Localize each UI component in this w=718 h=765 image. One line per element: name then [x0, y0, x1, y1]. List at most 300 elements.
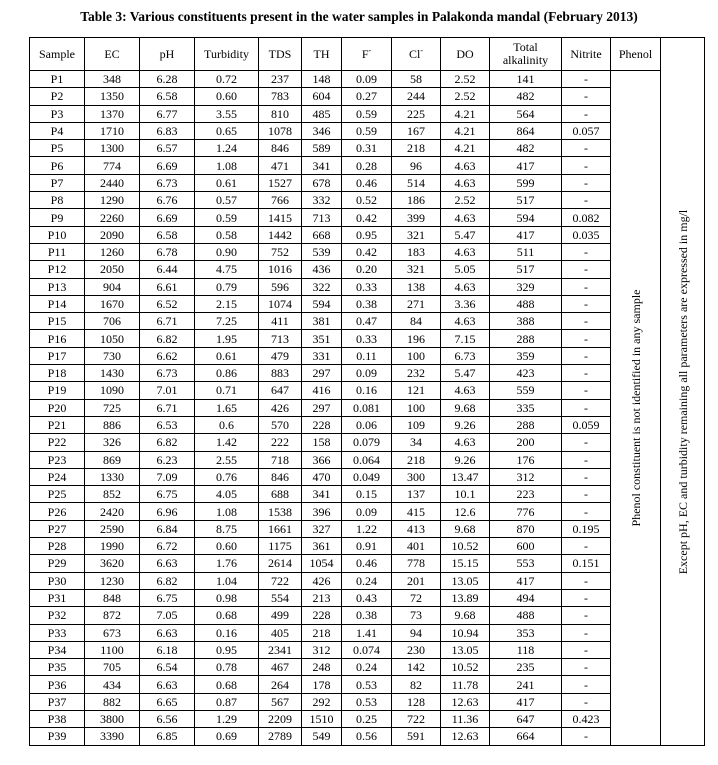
cell-do: 4.63	[441, 174, 490, 191]
cell-tds: 722	[259, 572, 302, 589]
cell-do: 11.78	[441, 676, 490, 693]
cell-chloride: 183	[392, 243, 441, 260]
cell-total-alkalinity: 488	[490, 607, 562, 624]
cell-turbidity: 7.25	[195, 313, 259, 330]
cell-total-alkalinity: 335	[490, 399, 562, 416]
table-row	[30, 105, 705, 122]
table-title: Table 3: Various constituents present in the water samples in Palakonda mandal (February 2013)	[80, 9, 638, 24]
cell-turbidity: 1.42	[195, 434, 259, 451]
cell-turbidity: 0.58	[195, 226, 259, 243]
cell-do: 4.21	[441, 105, 490, 122]
cell-chloride: 137	[392, 486, 441, 503]
cell-sample: P12	[30, 261, 85, 278]
cell-do: 4.21	[441, 140, 490, 157]
cell-do: 7.15	[441, 330, 490, 347]
table-row	[30, 140, 705, 157]
cell-ph: 6.82	[140, 330, 195, 347]
table-row	[30, 399, 705, 416]
header-turbidity: Turbidity	[195, 38, 259, 71]
table-row	[30, 157, 705, 174]
cell-nitrite: 0.082	[562, 209, 611, 226]
cell-th: 351	[302, 330, 342, 347]
cell-sample: P5	[30, 140, 85, 157]
cell-ec: 1990	[85, 538, 140, 555]
cell-nitrite: 0.195	[562, 520, 611, 537]
cell-chloride: 271	[392, 295, 441, 312]
cell-ph: 6.85	[140, 728, 195, 745]
table-row	[30, 538, 705, 555]
phenol-note: Phenol constituent is not identified in any sample	[628, 289, 643, 527]
cell-total-alkalinity: 559	[490, 382, 562, 399]
cell-fluoride: 0.59	[342, 105, 392, 122]
cell-th: 341	[302, 157, 342, 174]
cell-nitrite: 0.035	[562, 226, 611, 243]
cell-total-alkalinity: 599	[490, 174, 562, 191]
cell-total-alkalinity: 417	[490, 693, 562, 710]
cell-chloride: 230	[392, 641, 441, 658]
cell-chloride: 218	[392, 140, 441, 157]
table-row	[30, 434, 705, 451]
cell-total-alkalinity: 564	[490, 105, 562, 122]
cell-total-alkalinity: 482	[490, 140, 562, 157]
cell-total-alkalinity: 417	[490, 226, 562, 243]
cell-ec: 434	[85, 676, 140, 693]
header-chloride-sup: -	[420, 46, 423, 55]
table-body	[30, 71, 705, 746]
cell-do: 4.63	[441, 243, 490, 260]
cell-nitrite: -	[562, 503, 611, 520]
cell-chloride: 121	[392, 382, 441, 399]
cell-ec: 1370	[85, 105, 140, 122]
table-row	[30, 347, 705, 364]
cell-turbidity: 0.68	[195, 607, 259, 624]
cell-chloride: 401	[392, 538, 441, 555]
cell-turbidity: 1.95	[195, 330, 259, 347]
cell-turbidity: 0.69	[195, 728, 259, 745]
cell-ph: 6.58	[140, 88, 195, 105]
table-row	[30, 88, 705, 105]
cell-ec: 904	[85, 278, 140, 295]
cell-nitrite: 0.057	[562, 122, 611, 139]
cell-fluoride: 0.43	[342, 589, 392, 606]
cell-sample: P7	[30, 174, 85, 191]
cell-total-alkalinity: 141	[490, 71, 562, 88]
cell-total-alkalinity: 118	[490, 641, 562, 658]
cell-do: 4.21	[441, 122, 490, 139]
cell-tds: 1415	[259, 209, 302, 226]
cell-ec: 2050	[85, 261, 140, 278]
cell-chloride: 109	[392, 416, 441, 433]
cell-sample: P35	[30, 659, 85, 676]
table-row	[30, 226, 705, 243]
cell-th: 178	[302, 676, 342, 693]
cell-do: 10.52	[441, 538, 490, 555]
cell-fluoride: 1.22	[342, 520, 392, 537]
cell-chloride: 591	[392, 728, 441, 745]
cell-fluoride: 0.38	[342, 607, 392, 624]
cell-tds: 1016	[259, 261, 302, 278]
cell-tds: 810	[259, 105, 302, 122]
cell-nitrite: -	[562, 728, 611, 745]
cell-do: 2.52	[441, 71, 490, 88]
cell-tds: 2614	[259, 555, 302, 572]
cell-turbidity: 0.60	[195, 538, 259, 555]
cell-chloride: 225	[392, 105, 441, 122]
cell-turbidity: 0.79	[195, 278, 259, 295]
cell-sample: P25	[30, 486, 85, 503]
cell-th: 713	[302, 209, 342, 226]
cell-ph: 6.78	[140, 243, 195, 260]
cell-turbidity: 1.04	[195, 572, 259, 589]
cell-sample: P11	[30, 243, 85, 260]
cell-th: 1510	[302, 710, 342, 727]
cell-ec: 673	[85, 624, 140, 641]
cell-ph: 6.71	[140, 399, 195, 416]
header-do: DO	[441, 38, 490, 71]
cell-do: 10.1	[441, 486, 490, 503]
cell-do: 2.52	[441, 88, 490, 105]
cell-do: 10.52	[441, 659, 490, 676]
table-row	[30, 676, 705, 693]
cell-fluoride: 0.11	[342, 347, 392, 364]
cell-chloride: 413	[392, 520, 441, 537]
header-ec: EC	[85, 38, 140, 71]
cell-nitrite: -	[562, 693, 611, 710]
cell-sample: P33	[30, 624, 85, 641]
cell-turbidity: 0.57	[195, 192, 259, 209]
cell-tds: 471	[259, 157, 302, 174]
cell-fluoride: 0.53	[342, 676, 392, 693]
cell-ph: 6.75	[140, 589, 195, 606]
cell-ph: 6.72	[140, 538, 195, 555]
cell-total-alkalinity: 288	[490, 416, 562, 433]
cell-ec: 1430	[85, 365, 140, 382]
cell-chloride: 415	[392, 503, 441, 520]
table-row	[30, 192, 705, 209]
table-row	[30, 71, 705, 88]
cell-tds: 883	[259, 365, 302, 382]
cell-th: 346	[302, 122, 342, 139]
cell-chloride: 72	[392, 589, 441, 606]
cell-tds: 1442	[259, 226, 302, 243]
cell-turbidity: 0.16	[195, 624, 259, 641]
cell-chloride: 96	[392, 157, 441, 174]
cell-fluoride: 0.081	[342, 399, 392, 416]
cell-tds: 237	[259, 71, 302, 88]
cell-ph: 6.69	[140, 209, 195, 226]
cell-nitrite: -	[562, 88, 611, 105]
cell-tds: 766	[259, 192, 302, 209]
cell-turbidity: 4.05	[195, 486, 259, 503]
cell-ec: 774	[85, 157, 140, 174]
cell-turbidity: 0.76	[195, 468, 259, 485]
cell-tds: 479	[259, 347, 302, 364]
cell-ph: 6.18	[140, 641, 195, 658]
cell-chloride: 321	[392, 226, 441, 243]
cell-turbidity: 0.65	[195, 122, 259, 139]
cell-chloride: 778	[392, 555, 441, 572]
cell-fluoride: 0.24	[342, 572, 392, 589]
cell-tds: 718	[259, 451, 302, 468]
cell-fluoride: 0.25	[342, 710, 392, 727]
phenol-note-cell	[611, 71, 661, 746]
cell-tds: 570	[259, 416, 302, 433]
cell-sample: P26	[30, 503, 85, 520]
cell-chloride: 321	[392, 261, 441, 278]
cell-sample: P16	[30, 330, 85, 347]
cell-turbidity: 0.78	[195, 659, 259, 676]
cell-th: 148	[302, 71, 342, 88]
header-chloride	[392, 38, 441, 71]
table-row	[30, 555, 705, 572]
cell-nitrite: -	[562, 538, 611, 555]
cell-th: 549	[302, 728, 342, 745]
cell-chloride: 128	[392, 693, 441, 710]
cell-sample: P30	[30, 572, 85, 589]
cell-sample: P36	[30, 676, 85, 693]
cell-nitrite: -	[562, 347, 611, 364]
cell-fluoride: 0.09	[342, 365, 392, 382]
cell-fluoride: 0.59	[342, 122, 392, 139]
cell-turbidity: 0.61	[195, 347, 259, 364]
cell-turbidity: 1.08	[195, 157, 259, 174]
table-row	[30, 209, 705, 226]
cell-turbidity: 4.75	[195, 261, 259, 278]
cell-ec: 882	[85, 693, 140, 710]
cell-fluoride: 0.53	[342, 693, 392, 710]
cell-th: 594	[302, 295, 342, 312]
cell-chloride: 186	[392, 192, 441, 209]
cell-ph: 6.57	[140, 140, 195, 157]
cell-sample: P3	[30, 105, 85, 122]
cell-ec: 1100	[85, 641, 140, 658]
cell-tds: 647	[259, 382, 302, 399]
cell-tds: 713	[259, 330, 302, 347]
cell-chloride: 94	[392, 624, 441, 641]
table-row	[30, 503, 705, 520]
cell-nitrite: -	[562, 468, 611, 485]
cell-total-alkalinity: 776	[490, 503, 562, 520]
cell-fluoride: 0.42	[342, 243, 392, 260]
cell-turbidity: 1.24	[195, 140, 259, 157]
cell-chloride: 218	[392, 451, 441, 468]
table-row	[30, 365, 705, 382]
cell-ec: 2090	[85, 226, 140, 243]
cell-ec: 852	[85, 486, 140, 503]
cell-th: 436	[302, 261, 342, 278]
header-nitrite: Nitrite	[562, 38, 611, 71]
cell-chloride: 722	[392, 710, 441, 727]
cell-sample: P17	[30, 347, 85, 364]
cell-total-alkalinity: 235	[490, 659, 562, 676]
cell-sample: P2	[30, 88, 85, 105]
cell-tds: 2341	[259, 641, 302, 658]
cell-ec: 730	[85, 347, 140, 364]
cell-th: 470	[302, 468, 342, 485]
cell-sample: P4	[30, 122, 85, 139]
cell-fluoride: 0.28	[342, 157, 392, 174]
cell-sample: P38	[30, 710, 85, 727]
cell-th: 1054	[302, 555, 342, 572]
cell-sample: P31	[30, 589, 85, 606]
table-row	[30, 572, 705, 589]
cell-turbidity: 0.60	[195, 88, 259, 105]
cell-ec: 872	[85, 607, 140, 624]
cell-turbidity: 0.87	[195, 693, 259, 710]
cell-do: 15.15	[441, 555, 490, 572]
cell-total-alkalinity: 517	[490, 192, 562, 209]
cell-chloride: 232	[392, 365, 441, 382]
cell-nitrite: -	[562, 157, 611, 174]
cell-fluoride: 0.42	[342, 209, 392, 226]
cell-total-alkalinity: 353	[490, 624, 562, 641]
cell-ph: 6.53	[140, 416, 195, 433]
units-note-cell	[661, 71, 705, 746]
cell-ph: 6.73	[140, 365, 195, 382]
cell-th: 539	[302, 243, 342, 260]
cell-fluoride: 0.24	[342, 659, 392, 676]
cell-turbidity: 3.55	[195, 105, 259, 122]
cell-sample: P13	[30, 278, 85, 295]
cell-ec: 3390	[85, 728, 140, 745]
cell-sample: P19	[30, 382, 85, 399]
cell-do: 10.94	[441, 624, 490, 641]
cell-total-alkalinity: 600	[490, 538, 562, 555]
cell-total-alkalinity: 517	[490, 261, 562, 278]
cell-nitrite: -	[562, 295, 611, 312]
cell-nitrite: -	[562, 382, 611, 399]
cell-ph: 6.23	[140, 451, 195, 468]
cell-total-alkalinity: 488	[490, 295, 562, 312]
cell-do: 12.63	[441, 728, 490, 745]
table-row	[30, 174, 705, 191]
cell-nitrite: -	[562, 486, 611, 503]
header-tds: TDS	[259, 38, 302, 71]
table-row	[30, 122, 705, 139]
cell-total-alkalinity: 647	[490, 710, 562, 727]
cell-tds: 264	[259, 676, 302, 693]
cell-ph: 6.44	[140, 261, 195, 278]
cell-total-alkalinity: 664	[490, 728, 562, 745]
cell-sample: P15	[30, 313, 85, 330]
cell-nitrite: 0.059	[562, 416, 611, 433]
cell-th: 485	[302, 105, 342, 122]
cell-ph: 6.77	[140, 105, 195, 122]
table-row	[30, 520, 705, 537]
cell-fluoride: 0.31	[342, 140, 392, 157]
cell-th: 297	[302, 399, 342, 416]
table-row	[30, 451, 705, 468]
cell-nitrite: -	[562, 261, 611, 278]
cell-fluoride: 0.91	[342, 538, 392, 555]
cell-ec: 1330	[85, 468, 140, 485]
cell-turbidity: 0.61	[195, 174, 259, 191]
cell-chloride: 142	[392, 659, 441, 676]
cell-do: 11.36	[441, 710, 490, 727]
cell-turbidity: 2.15	[195, 295, 259, 312]
cell-ec: 705	[85, 659, 140, 676]
cell-th: 361	[302, 538, 342, 555]
cell-ec: 1670	[85, 295, 140, 312]
cell-total-alkalinity: 511	[490, 243, 562, 260]
cell-nitrite: -	[562, 192, 611, 209]
cell-turbidity: 8.75	[195, 520, 259, 537]
cell-th: 381	[302, 313, 342, 330]
cell-fluoride: 0.38	[342, 295, 392, 312]
cell-total-alkalinity: 288	[490, 330, 562, 347]
cell-tds: 846	[259, 468, 302, 485]
cell-fluoride: 0.09	[342, 71, 392, 88]
cell-chloride: 201	[392, 572, 441, 589]
cell-sample: P1	[30, 71, 85, 88]
cell-turbidity: 1.08	[195, 503, 259, 520]
table-row	[30, 641, 705, 658]
cell-nitrite: -	[562, 607, 611, 624]
cell-fluoride: 0.064	[342, 451, 392, 468]
cell-chloride: 82	[392, 676, 441, 693]
cell-total-alkalinity: 359	[490, 347, 562, 364]
cell-ec: 3620	[85, 555, 140, 572]
cell-ec: 1050	[85, 330, 140, 347]
cell-total-alkalinity: 417	[490, 572, 562, 589]
cell-fluoride: 0.20	[342, 261, 392, 278]
cell-do: 4.63	[441, 157, 490, 174]
cell-nitrite: -	[562, 572, 611, 589]
cell-total-alkalinity: 312	[490, 468, 562, 485]
cell-th: 366	[302, 451, 342, 468]
cell-ec: 326	[85, 434, 140, 451]
cell-ph: 6.75	[140, 486, 195, 503]
cell-nitrite: -	[562, 624, 611, 641]
cell-nitrite: -	[562, 243, 611, 260]
cell-turbidity: 1.29	[195, 710, 259, 727]
cell-ph: 7.01	[140, 382, 195, 399]
cell-tds: 499	[259, 607, 302, 624]
table-row	[30, 295, 705, 312]
cell-fluoride: 0.33	[342, 278, 392, 295]
cell-ph: 6.76	[140, 192, 195, 209]
cell-nitrite: -	[562, 676, 611, 693]
cell-tds: 1074	[259, 295, 302, 312]
cell-sample: P8	[30, 192, 85, 209]
cell-ec: 348	[85, 71, 140, 88]
cell-nitrite: -	[562, 641, 611, 658]
cell-tds: 1527	[259, 174, 302, 191]
cell-ec: 2440	[85, 174, 140, 191]
cell-total-alkalinity: 388	[490, 313, 562, 330]
cell-ph: 6.63	[140, 555, 195, 572]
table-row	[30, 589, 705, 606]
cell-total-alkalinity: 482	[490, 88, 562, 105]
table-row	[30, 693, 705, 710]
cell-ec: 1290	[85, 192, 140, 209]
header-units-blank	[661, 38, 705, 71]
cell-ph: 6.28	[140, 71, 195, 88]
cell-ec: 2420	[85, 503, 140, 520]
cell-ec: 886	[85, 416, 140, 433]
cell-sample: P14	[30, 295, 85, 312]
cell-total-alkalinity: 494	[490, 589, 562, 606]
cell-sample: P10	[30, 226, 85, 243]
cell-nitrite: -	[562, 278, 611, 295]
cell-sample: P39	[30, 728, 85, 745]
cell-ph: 6.84	[140, 520, 195, 537]
cell-sample: P22	[30, 434, 85, 451]
cell-do: 9.68	[441, 399, 490, 416]
cell-ph: 7.05	[140, 607, 195, 624]
cell-tds: 567	[259, 693, 302, 710]
cell-nitrite: -	[562, 330, 611, 347]
